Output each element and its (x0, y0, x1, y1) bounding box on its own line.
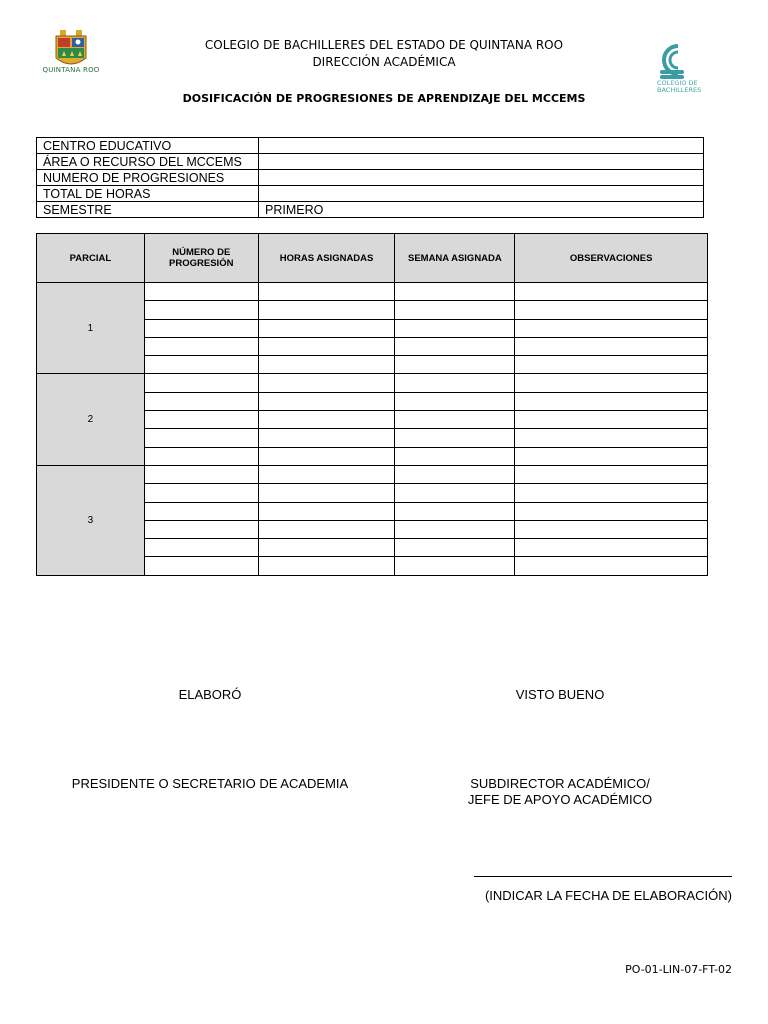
info-label: TOTAL DE HORAS (37, 186, 259, 202)
date-signature-line (474, 876, 732, 877)
visto-bueno-label: VISTO BUENO (515, 687, 605, 702)
info-value-field[interactable] (259, 186, 704, 202)
semana-asignada-cell[interactable] (395, 319, 515, 337)
observaciones-cell[interactable] (515, 484, 708, 502)
institution-name: COLEGIO DE BACHILLERES DEL ESTADO DE QUINTANA ROO (204, 38, 564, 52)
semana-asignada-cell[interactable] (395, 465, 515, 483)
observaciones-cell[interactable] (515, 447, 708, 465)
semana-asignada-cell[interactable] (395, 301, 515, 319)
numero-progresion-cell[interactable] (144, 502, 258, 520)
info-row (37, 170, 704, 186)
header-observaciones: OBSERVACIONES (515, 234, 708, 283)
numero-progresion-cell[interactable] (144, 447, 258, 465)
horas-asignadas-cell[interactable] (258, 301, 395, 319)
horas-asignadas-cell[interactable] (258, 319, 395, 337)
semana-asignada-cell[interactable] (395, 392, 515, 410)
semana-asignada-cell[interactable] (395, 447, 515, 465)
semana-asignada-cell[interactable] (395, 539, 515, 557)
parcial-cell: 1 (37, 283, 145, 374)
table-header-row (37, 234, 708, 283)
horas-asignadas-cell[interactable] (258, 484, 395, 502)
left-logo-text: QUINTANA ROO (42, 66, 100, 74)
observaciones-cell[interactable] (515, 520, 708, 538)
observaciones-cell[interactable] (515, 356, 708, 374)
info-label: SEMESTRE (37, 202, 259, 218)
document-code: PO-01-LIN-07-FT-02 (625, 963, 732, 976)
horas-asignadas-cell[interactable] (258, 411, 395, 429)
progressions-table-body (37, 283, 708, 576)
numero-progresion-cell[interactable] (144, 374, 258, 392)
department-name: DIRECCIÓN ACADÉMICA (312, 55, 456, 69)
numero-progresion-cell[interactable] (144, 337, 258, 355)
observaciones-cell[interactable] (515, 319, 708, 337)
semana-asignada-cell[interactable] (395, 502, 515, 520)
numero-progresion-cell[interactable] (144, 539, 258, 557)
numero-progresion-cell[interactable] (144, 557, 258, 575)
parcial-cell: 3 (37, 465, 145, 575)
numero-progresion-cell[interactable] (144, 520, 258, 538)
semana-asignada-cell[interactable] (395, 283, 515, 301)
semana-asignada-cell[interactable] (395, 411, 515, 429)
observaciones-cell[interactable] (515, 392, 708, 410)
numero-progresion-cell[interactable] (144, 465, 258, 483)
header-numero-progresion: NÚMERO DE PROGRESIÓN (144, 234, 258, 283)
right-role-line-1: SUBDIRECTOR ACADÉMICO/ (470, 776, 650, 791)
numero-progresion-cell[interactable] (144, 484, 258, 502)
info-value-field[interactable] (259, 154, 704, 170)
left-signatory-role: PRESIDENTE O SECRETARIO DE ACADEMIA (71, 776, 349, 791)
numero-progresion-cell[interactable] (144, 356, 258, 374)
info-value-field[interactable] (259, 170, 704, 186)
semana-asignada-cell[interactable] (395, 429, 515, 447)
progressions-table (36, 233, 708, 576)
elaboro-label: ELABORÓ (178, 687, 242, 702)
observaciones-cell[interactable] (515, 429, 708, 447)
right-logo-text-line-1: COLEGIO DE (657, 79, 698, 87)
horas-asignadas-cell[interactable] (258, 374, 395, 392)
horas-asignadas-cell[interactable] (258, 337, 395, 355)
right-signatory-role (420, 776, 700, 808)
semana-asignada-cell[interactable] (395, 337, 515, 355)
horas-asignadas-cell[interactable] (258, 502, 395, 520)
semana-asignada-cell[interactable] (395, 484, 515, 502)
observaciones-cell[interactable] (515, 301, 708, 319)
header-semana-asignada: SEMANA ASIGNADA (395, 234, 515, 283)
horas-asignadas-cell[interactable] (258, 447, 395, 465)
info-row (37, 202, 704, 218)
horas-asignadas-cell[interactable] (258, 429, 395, 447)
numero-progresion-cell[interactable] (144, 319, 258, 337)
semana-asignada-cell[interactable] (395, 520, 515, 538)
info-table (36, 137, 704, 218)
observaciones-cell[interactable] (515, 374, 708, 392)
right-logo-text-line-2: BACHILLERES (657, 86, 702, 94)
observaciones-cell[interactable] (515, 557, 708, 575)
observaciones-cell[interactable] (515, 283, 708, 301)
numero-progresion-cell[interactable] (144, 301, 258, 319)
semana-asignada-cell[interactable] (395, 374, 515, 392)
numero-progresion-cell[interactable] (144, 411, 258, 429)
info-label: CENTRO EDUCATIVO (37, 138, 259, 154)
horas-asignadas-cell[interactable] (258, 539, 395, 557)
info-row (37, 186, 704, 202)
horas-asignadas-cell[interactable] (258, 520, 395, 538)
table-row (37, 283, 708, 301)
horas-asignadas-cell[interactable] (258, 465, 395, 483)
right-role-line-2: JEFE DE APOYO ACADÉMICO (467, 792, 653, 807)
observaciones-cell[interactable] (515, 539, 708, 557)
parcial-cell: 2 (37, 374, 145, 465)
info-value-field[interactable] (259, 138, 704, 154)
date-instruction: (INDICAR LA FECHA DE ELABORACIÓN) (484, 888, 732, 903)
header-horas-asignadas: HORAS ASIGNADAS (258, 234, 395, 283)
header-parcial: PARCIAL (37, 234, 145, 283)
horas-asignadas-cell[interactable] (258, 557, 395, 575)
semana-asignada-cell[interactable] (395, 557, 515, 575)
numero-progresion-cell[interactable] (144, 283, 258, 301)
numero-progresion-cell[interactable] (144, 392, 258, 410)
observaciones-cell[interactable] (515, 502, 708, 520)
document-title: DOSIFICACIÓN DE PROGRESIONES DE APRENDIZAJE DEL MCCEMS (182, 92, 586, 105)
info-value-field[interactable]: PRIMERO (259, 202, 704, 218)
info-label: NUMERO DE PROGRESIONES (37, 170, 259, 186)
numero-progresion-cell[interactable] (144, 429, 258, 447)
horas-asignadas-cell[interactable] (258, 356, 395, 374)
semana-asignada-cell[interactable] (395, 356, 515, 374)
table-row (37, 374, 708, 392)
info-row (37, 154, 704, 170)
observaciones-cell[interactable] (515, 465, 708, 483)
horas-asignadas-cell[interactable] (258, 283, 395, 301)
observaciones-cell[interactable] (515, 337, 708, 355)
observaciones-cell[interactable] (515, 411, 708, 429)
info-row (37, 138, 704, 154)
table-row (37, 465, 708, 483)
horas-asignadas-cell[interactable] (258, 392, 395, 410)
info-label: ÁREA O RECURSO DEL MCCEMS (37, 154, 259, 170)
